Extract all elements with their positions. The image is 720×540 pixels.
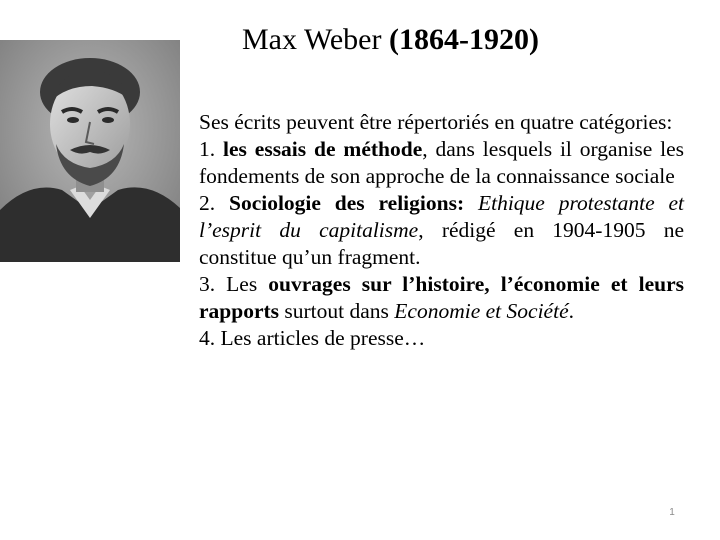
item-bold-text: ouvrages sur l’histoire, l’économie et leurs rapports [199,272,684,323]
slide-body [199,109,684,352]
item-number: 2. [199,191,229,215]
list-item [199,271,684,325]
list-item: 4. Les articles de presse… [199,326,426,350]
item-text: , rédigé en 1904-1905 ne constitue qu’un fragment. [199,218,684,269]
portrait-image [0,40,180,262]
item-bold-text: Sociologie des religions: [228,191,478,215]
list-item [199,190,684,271]
item-bold-text: les essais de méthode [223,137,423,161]
title-name: Max Weber [242,23,389,56]
title-years: (1864-1920) [388,23,539,56]
list-item [199,136,684,190]
item-italic-text: Economie et Société [394,299,569,323]
slide-title [242,22,539,58]
item-number: 1. [199,137,224,161]
intro-paragraph: Ses écrits peuvent être répertoriés en quatre catégories: [199,110,673,134]
item-text: 3. Les [199,272,269,296]
item-text: surtout dans [279,299,395,323]
item-italic-text: Ethique protestante et l’esprit du capitalisme [199,191,684,242]
item-text: . [568,299,574,323]
page-number: 1 [669,507,675,518]
item-text: , dans lesquels il organise les fondements de son approche de la connaissance sociale [199,137,685,188]
